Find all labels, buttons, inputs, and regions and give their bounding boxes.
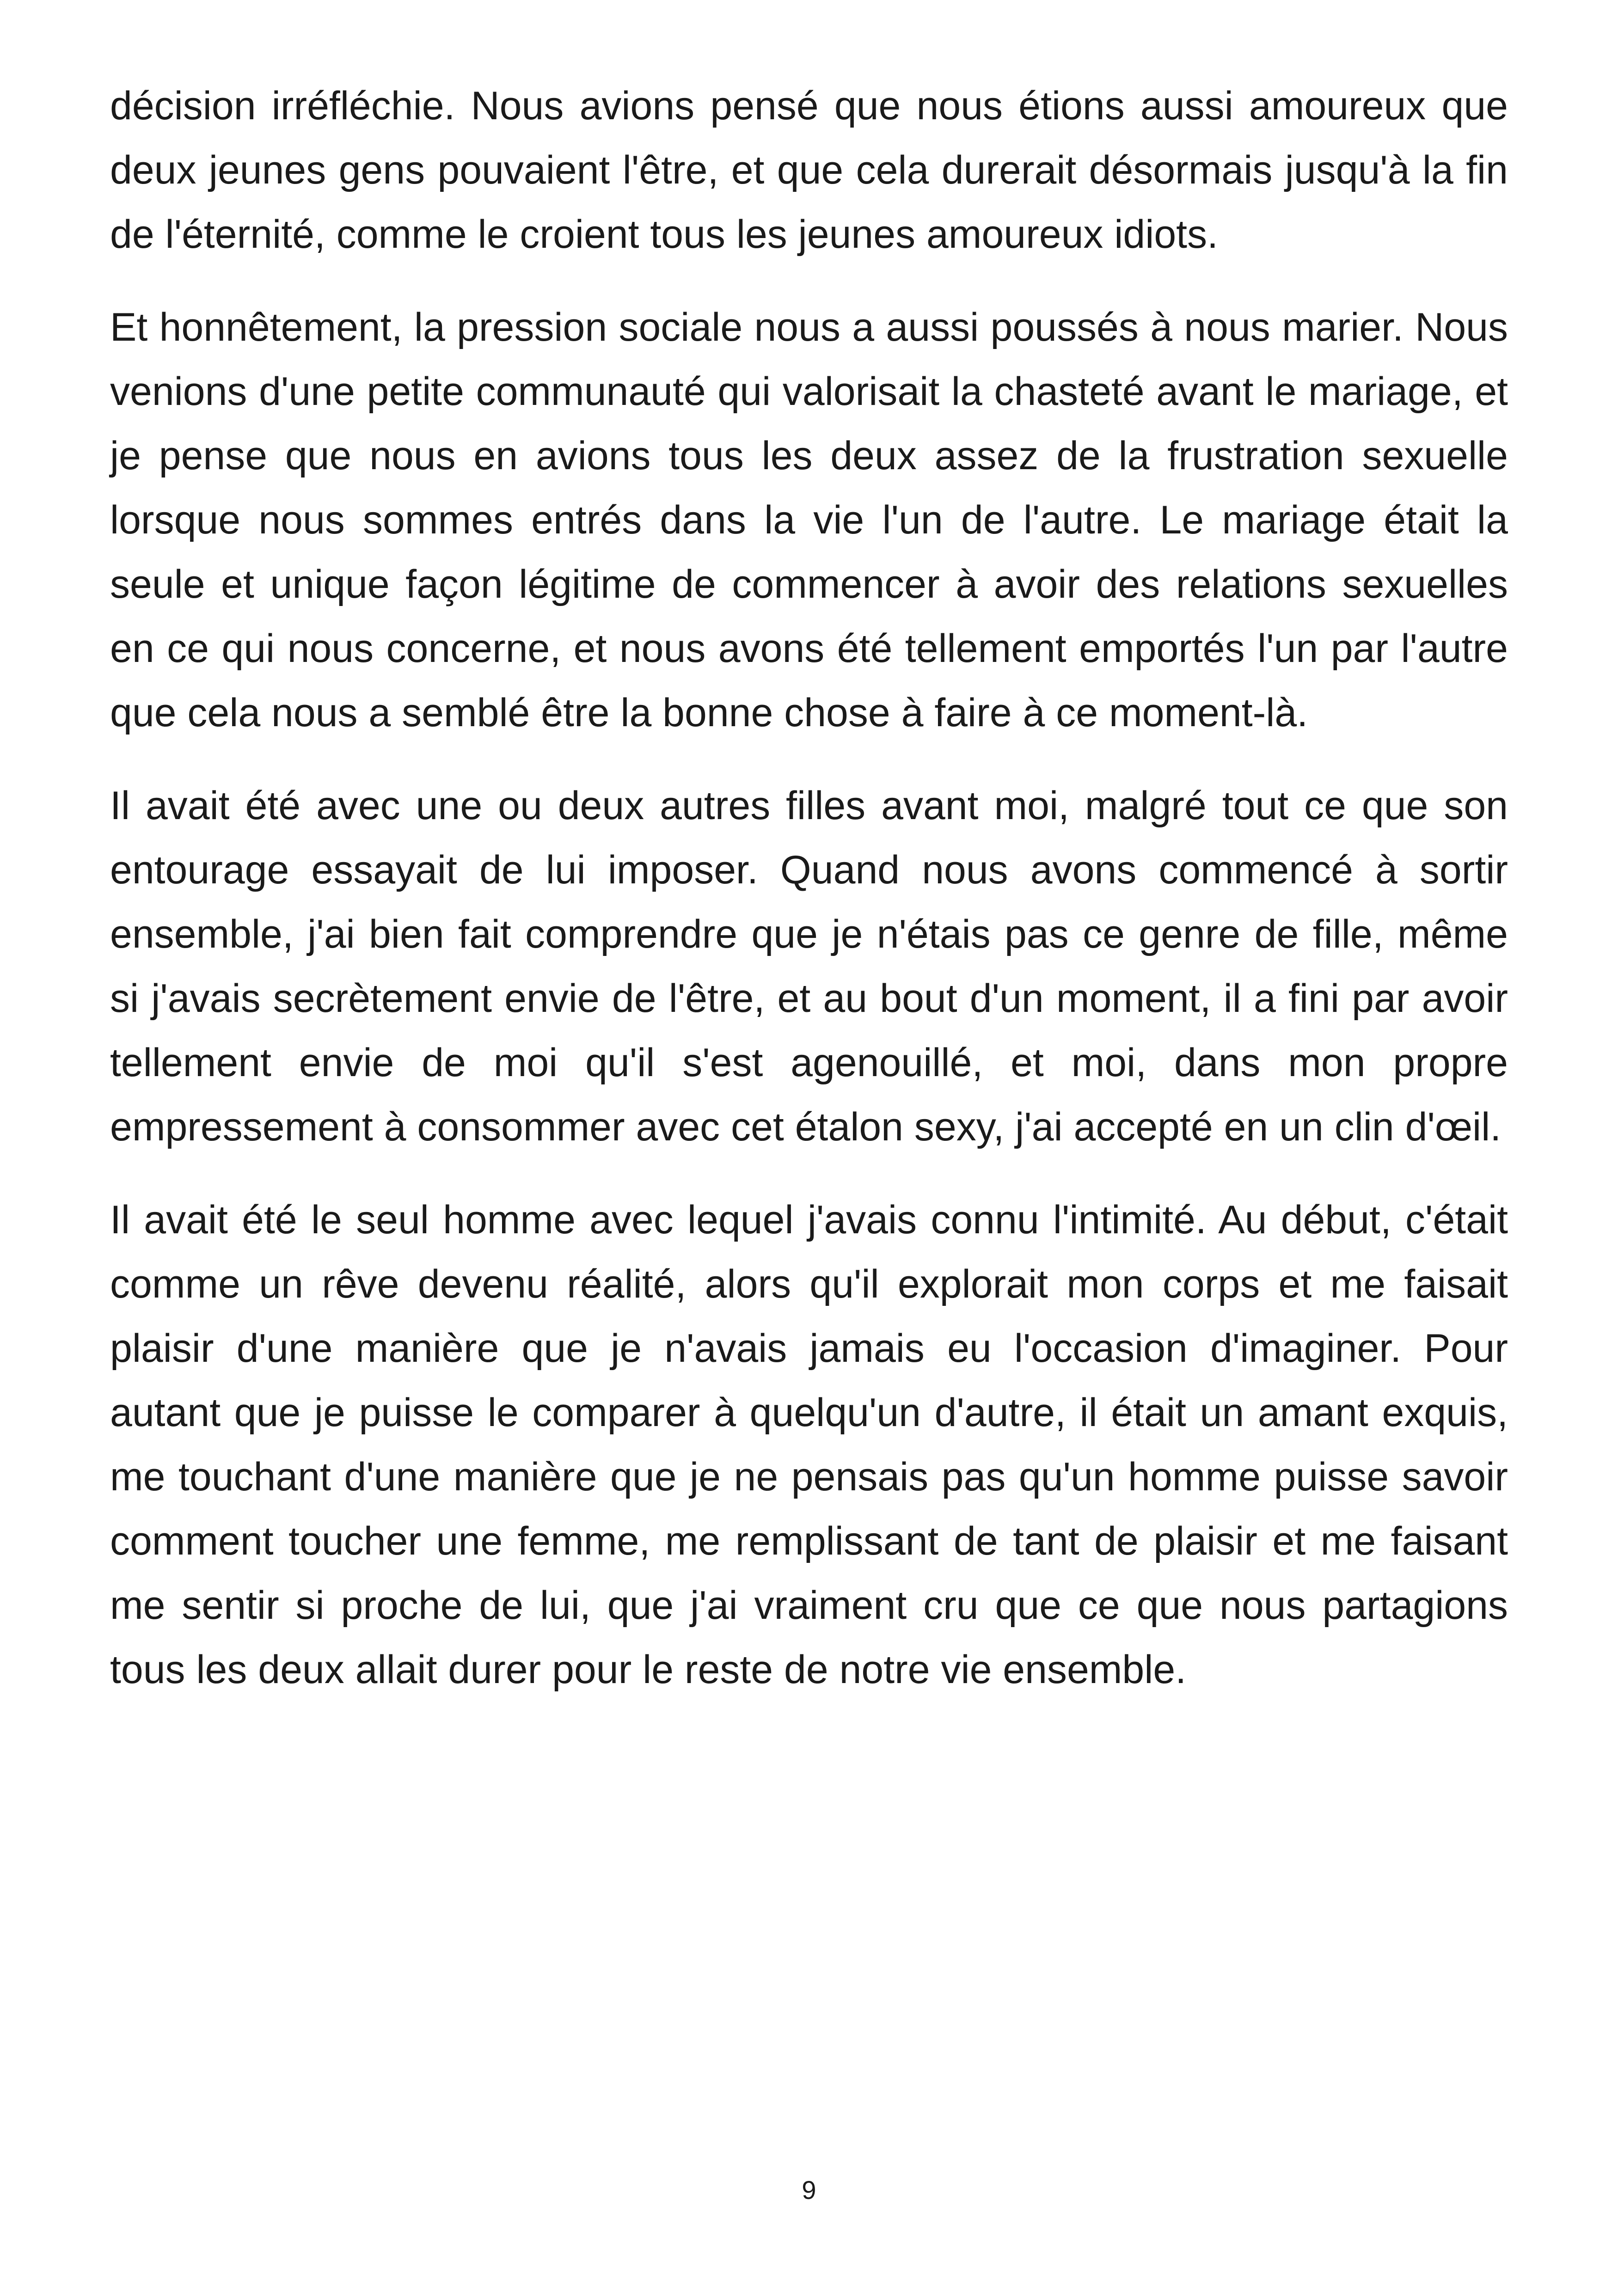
paragraph-4: Il avait été le seul homme avec lequel j'avais connu l'intimité. Au début, c'était comme un rêve devenu réalité, alors qu'il explorait mon corps et me faisait plaisir d'une manière que je n'avais jamais eu l'occasion d'imaginer. Pour autant que je puisse le comparer à quelqu'un d'autre, il était un amant exquis, me touchant d'une manière que je ne pensais pas qu'un homme puisse savoir comment toucher une femme, me remplissant de tant de plaisir et me faisant me sentir si proche de lui, que j'ai vraiment cru que ce que nous partagions tous les deux allait durer pour le reste de notre vie ensemble. — [110, 1198, 1508, 1692]
paragraph-3: Il avait été avec une ou deux autres filles avant moi, malgré tout ce que son entourage essayait de lui imposer. Quand nous avons commencé à sortir ensemble, j'ai bien fait comprendre que je n'étais pas ce genre de fille, même si j'avais secrètement envie de l'être, et au bout d'un moment, il a fini par avoir tellement envie de moi qu'il s'est agenouillé, et moi, dans mon propre empressement à consommer avec cet étalon sexy, j'ai accepté en un clin d'œil. — [110, 784, 1508, 1149]
paragraph-2: Et honnêtement, la pression sociale nous a aussi poussés à nous marier. Nous venions d'une petite communauté qui valorisait la chasteté avant le mariage, et je pense que nous en avions tous les deux assez de la frustration sexuelle lorsque nous sommes entrés dans la vie l'un de l'autre. Le mariage était la seule et unique façon légitime de commencer à avoir des relations sexuelles en ce qui nous concerne, et nous avons été tellement emportés l'un par l'autre que cela nous a semblé être la bonne chose à faire à ce moment-là. — [110, 305, 1508, 735]
page-number: 9 — [802, 2175, 816, 2204]
paragraph-1: décision irréfléchie. Nous avions pensé que nous étions aussi amoureux que deux jeunes gens pouvaient l'être, et que cela durerait désormais jusqu'à la fin de l'éternité, comme le croient tous les jeunes amoureux idiots. — [110, 84, 1508, 257]
body-text — [110, 74, 1508, 1731]
